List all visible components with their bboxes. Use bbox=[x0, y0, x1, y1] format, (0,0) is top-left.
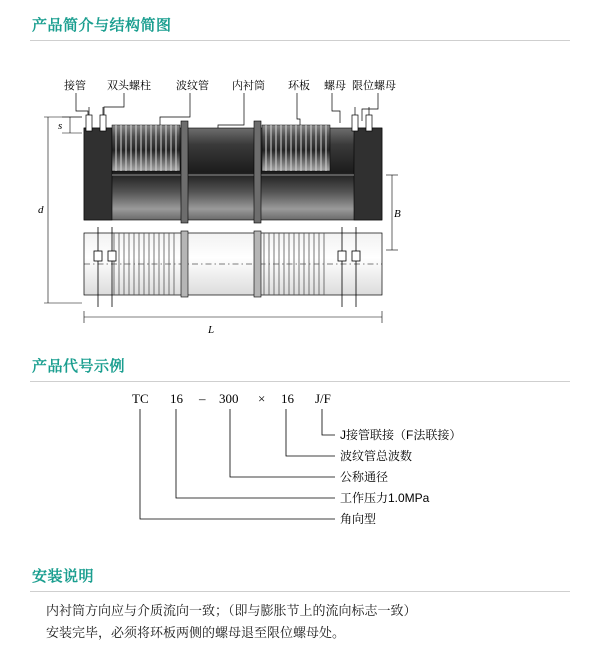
outline-ring-plate-right bbox=[254, 231, 261, 297]
dimension-label-L: L bbox=[208, 324, 215, 336]
bellows-left bbox=[112, 125, 180, 171]
code-part-dash: – bbox=[199, 391, 206, 406]
figure1-bottom-view bbox=[84, 227, 382, 307]
install-note-line-1: 内衬筒方向应与介质流向一致；（即与膨胀节上的流向标志一致） bbox=[46, 603, 417, 618]
figure1-top-view bbox=[84, 107, 382, 223]
code-part-diameter: 300 bbox=[219, 391, 239, 406]
dimension-label-B: B bbox=[394, 208, 401, 220]
install-notes bbox=[46, 600, 566, 644]
left-connector-pipe bbox=[84, 128, 112, 220]
figure1-callout-labels bbox=[64, 78, 396, 92]
code-legend-4: 角向型 bbox=[340, 512, 377, 526]
callout-label-6: 限位螺母 bbox=[352, 80, 396, 92]
section-title-product-intro: 产品简介与结构简图 bbox=[32, 17, 172, 34]
outline-ring-plate-left bbox=[181, 231, 188, 297]
callout-label-4: 环板 bbox=[288, 80, 310, 92]
code-part-pressure: 16 bbox=[170, 391, 183, 406]
code-legend-3: 工作压力1.0MPa bbox=[340, 491, 430, 505]
right-connector-pipe bbox=[354, 128, 382, 220]
callout-label-5: 螺母 bbox=[324, 80, 346, 92]
code-part-waves: 16 bbox=[281, 391, 294, 406]
structural-diagram bbox=[0, 55, 600, 345]
callout-label-2: 波纹管 bbox=[176, 80, 209, 92]
section-title-install-notes: 安装说明 bbox=[32, 568, 95, 585]
code-legend-0: J接管联接（F法联接） bbox=[340, 428, 462, 442]
code-legend bbox=[340, 427, 461, 526]
section-title-code-example: 产品代号示例 bbox=[32, 358, 126, 375]
divider-1 bbox=[30, 40, 570, 41]
bellows-right bbox=[262, 125, 330, 171]
ring-plate-left bbox=[181, 121, 188, 223]
ring-plate-right bbox=[254, 121, 261, 223]
code-part-connection: J/F bbox=[315, 391, 331, 406]
code-string bbox=[132, 391, 331, 406]
code-legend-1: 波纹管总波数 bbox=[340, 449, 413, 463]
callout-label-0: 接管 bbox=[64, 80, 86, 92]
code-part-type: TC bbox=[132, 391, 149, 406]
dimension-label-s: s bbox=[58, 120, 63, 132]
callout-label-3: 内衬筒 bbox=[232, 80, 265, 92]
code-leader-lines bbox=[140, 409, 335, 519]
divider-3 bbox=[30, 591, 570, 592]
install-note-line-2: 安装完毕，必须将环板两侧的螺母退至限位螺母处。 bbox=[46, 625, 346, 640]
dimension-label-d: d bbox=[38, 204, 44, 216]
divider-2 bbox=[30, 381, 570, 382]
code-part-times: × bbox=[258, 391, 266, 406]
code-legend-2: 公称通径 bbox=[340, 470, 389, 484]
callout-label-1: 双头螺柱 bbox=[107, 80, 151, 92]
product-code-diagram bbox=[0, 383, 600, 558]
